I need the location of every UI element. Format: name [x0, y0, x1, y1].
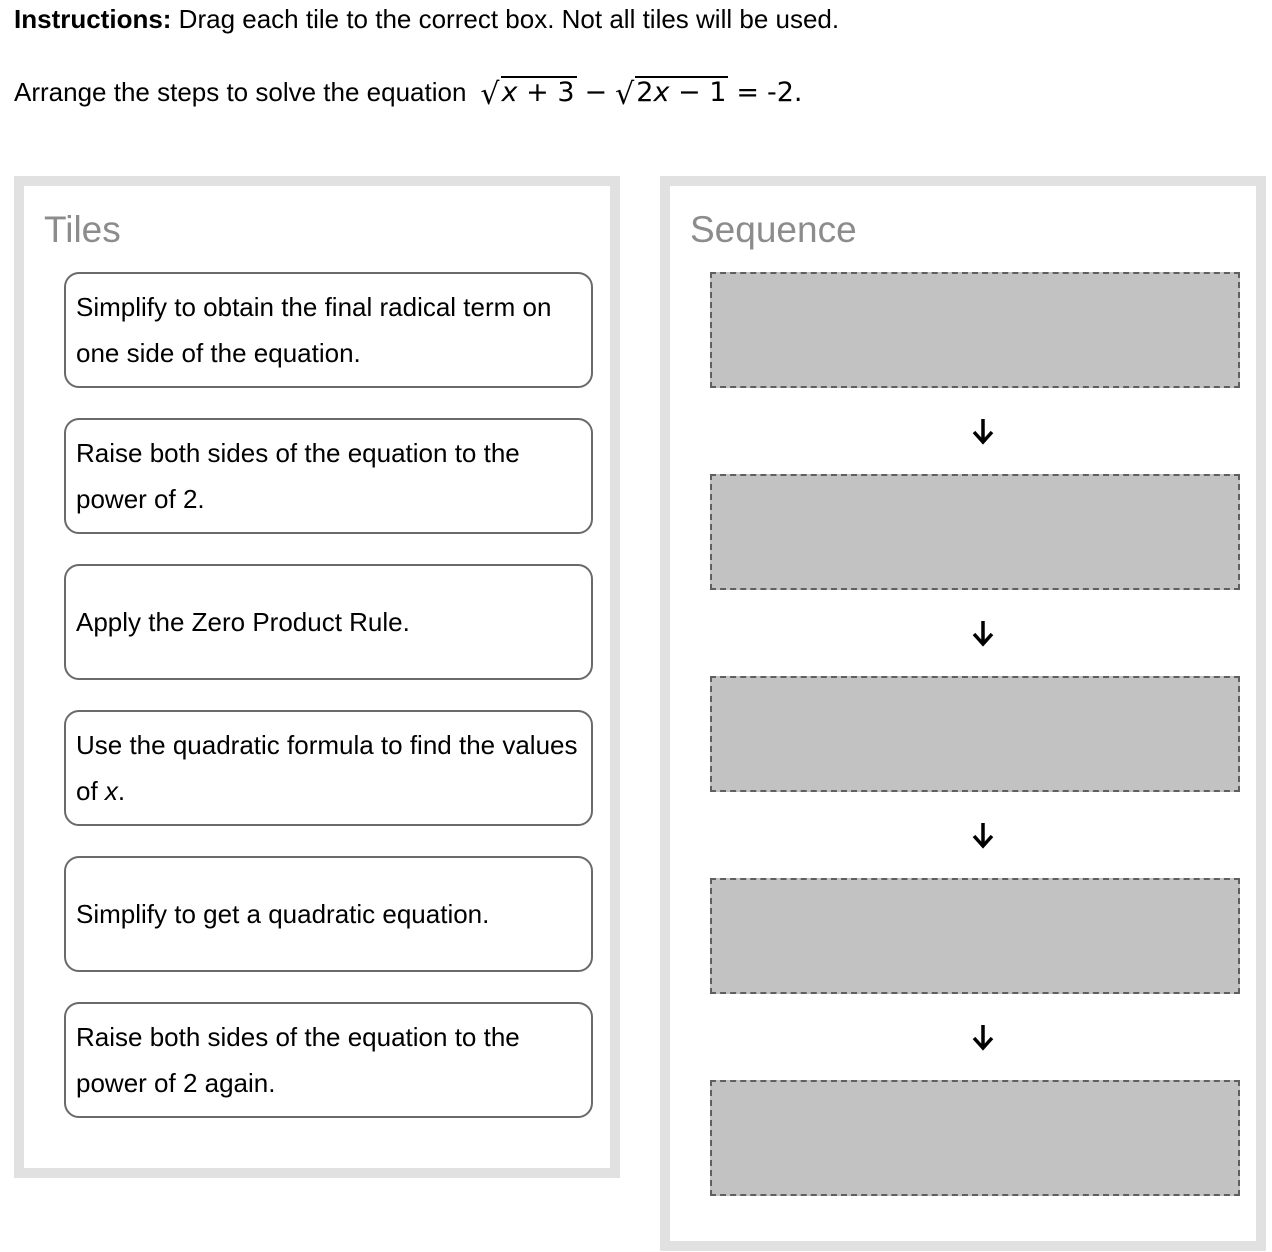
prompt-text: Arrange the steps to solve the equation [14, 77, 467, 107]
minus-sign: − [584, 77, 608, 108]
tile-simplify-final-radical[interactable] [64, 272, 593, 388]
tile-text: Apply the Zero Product Rule. [76, 607, 410, 637]
coefficient: 2 [636, 77, 654, 108]
radical-sign-icon: √ [480, 77, 500, 112]
tile-zero-product-rule[interactable] [64, 564, 593, 680]
tile-text-part: . [117, 776, 126, 806]
drop-slot-1[interactable] [710, 272, 1240, 388]
radical-sign-icon: √ [615, 77, 635, 112]
equals-sign: = [736, 77, 760, 108]
tiles-panel-title: Tiles [44, 209, 121, 250]
variable-x: x [104, 776, 118, 806]
tile-simplify-quadratic[interactable] [64, 856, 593, 972]
instructions-text: Drag each tile to the correct box. Not all tiles will be used. [171, 4, 840, 34]
sequence-panel-title: Sequence [690, 209, 857, 250]
drop-slot-4[interactable] [710, 878, 1240, 994]
tile-text [76, 722, 581, 814]
drop-slot-3[interactable] [710, 676, 1240, 792]
down-arrow-icon [968, 820, 998, 850]
equation-rhs: -2. [767, 77, 803, 108]
tile-raise-power-2-again[interactable] [64, 1002, 593, 1118]
tile-text: Raise both sides of the equation to the power of 2 again. [76, 1022, 520, 1098]
tile-text: Simplify to obtain the final radical term on one side of the equation. [76, 292, 552, 368]
sqrt-term-2 [615, 72, 728, 112]
tiles-panel [14, 176, 620, 1178]
variable-x: x [653, 77, 670, 108]
drop-slot-2[interactable] [710, 474, 1240, 590]
tile-text: Raise both sides of the equation to the power of 2. [76, 438, 520, 514]
sqrt-term-1 [480, 72, 576, 112]
tile-text: Simplify to get a quadratic equation. [76, 899, 490, 929]
drop-slot-5[interactable] [710, 1080, 1240, 1196]
radicand-rest: − 1 [669, 77, 727, 108]
down-arrow-icon [968, 618, 998, 648]
variable-x: x [501, 77, 518, 108]
sequence-panel [660, 176, 1266, 1251]
down-arrow-icon [968, 1022, 998, 1052]
down-arrow-icon [968, 416, 998, 446]
instructions-label: Instructions: [14, 4, 172, 34]
equation [480, 72, 802, 113]
instructions [14, 2, 839, 36]
tile-raise-power-2[interactable] [64, 418, 593, 534]
tile-quadratic-formula[interactable] [64, 710, 593, 826]
question-prompt [14, 72, 803, 113]
radicand-rest: + 3 [517, 77, 575, 108]
tile-text-part: Use the quadratic formula to find the values of [76, 730, 578, 806]
